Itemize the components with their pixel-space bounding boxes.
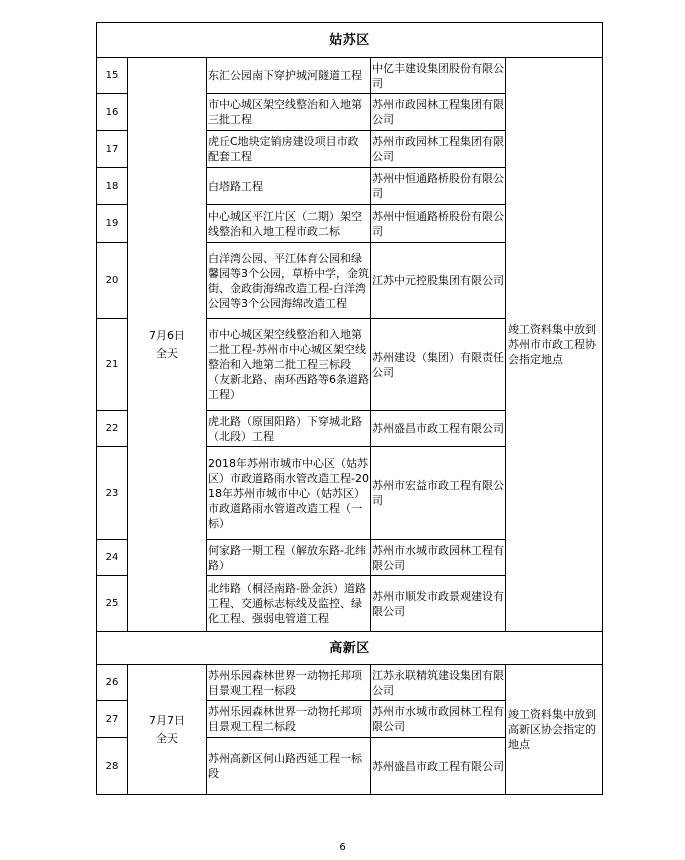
project-name: 虎北路（原国阳路）下穿城北路（北段）工程	[207, 411, 371, 447]
table-row	[97, 58, 603, 94]
schedule-table	[96, 22, 603, 795]
table-row	[97, 665, 603, 701]
date-day: 7月7日	[149, 713, 185, 727]
page-number: 6	[339, 842, 346, 853]
project-name: 白塔路工程	[207, 168, 371, 205]
company-name: 苏州建设（集团）有限责任公司	[371, 319, 506, 411]
project-name: 东汇公园南下穿护城河隧道工程	[207, 58, 371, 94]
company-name: 苏州市水城市政园林工程有限公司	[371, 701, 506, 738]
district-title: 姑苏区	[97, 23, 603, 58]
schedule-sheet	[96, 22, 602, 795]
row-number: 19	[97, 205, 128, 243]
row-number: 15	[97, 58, 128, 94]
row-number: 22	[97, 411, 128, 447]
company-name: 中亿丰建设集团股份有限公司	[371, 58, 506, 94]
schedule-date	[128, 58, 207, 632]
project-name: 苏州乐园森林世界一动物托邦项目景观工程二标段	[207, 701, 371, 738]
schedule-date	[128, 665, 207, 795]
project-name: 市中心城区架空线整治和入地第二批工程-苏州市中心城区架空线整治和入地第二批工程三标段（友新北路、南环西路等6条道路工程）	[207, 319, 371, 411]
project-name: 北纬路（桐泾南路-卧金浜）道路工程、交通标志标线及监控、绿化工程、强弱电管道工程	[207, 576, 371, 632]
row-number: 17	[97, 131, 128, 168]
project-name: 苏州乐园森林世界一动物托邦项目景观工程一标段	[207, 665, 371, 701]
company-name: 苏州盛昌市政工程有限公司	[371, 411, 506, 447]
company-name: 江苏中元控股集团有限公司	[371, 243, 506, 319]
row-number: 27	[97, 701, 128, 738]
row-number: 24	[97, 540, 128, 576]
project-name: 市中心城区架空线整治和入地第三批工程	[207, 94, 371, 131]
row-number: 20	[97, 243, 128, 319]
district-header-row	[97, 632, 603, 665]
row-number: 21	[97, 319, 128, 411]
row-number: 28	[97, 738, 128, 795]
district-header-row	[97, 23, 603, 58]
project-name: 何家路一期工程（解放东路-北纬路）	[207, 540, 371, 576]
date-day: 7月6日	[149, 328, 185, 342]
company-name: 苏州市政园林工程集团有限公司	[371, 94, 506, 131]
row-number: 23	[97, 447, 128, 540]
row-number: 25	[97, 576, 128, 632]
company-name: 苏州市顺发市政景观建设有限公司	[371, 576, 506, 632]
submission-note: 竣工资料集中放到高新区协会指定的地点	[506, 665, 603, 795]
company-name: 江苏永联精筑建设集团有限公司	[371, 665, 506, 701]
project-name: 2018年苏州市城市中心区（姑苏区）市政道路雨水管改造工程-2018年苏州市城市中心（姑苏区）市政道路雨水管道改造工程（一标）	[207, 447, 371, 540]
company-name: 苏州盛昌市政工程有限公司	[371, 738, 506, 795]
company-name: 苏州中恒通路桥股份有限公司	[371, 205, 506, 243]
row-number: 26	[97, 665, 128, 701]
date-time: 全天	[156, 731, 178, 745]
row-number: 16	[97, 94, 128, 131]
company-name: 苏州中恒通路桥股份有限公司	[371, 168, 506, 205]
submission-note: 竣工资料集中放到苏州市市政工程协会指定地点	[506, 58, 603, 632]
project-name: 白洋湾公园、平江体育公园和绿馨园等3个公园，草桥中学，金筑街、金政街海绵改造工程-白洋湾公园等3个公园海绵改造工程	[207, 243, 371, 319]
company-name: 苏州市宏益市政工程有限公司	[371, 447, 506, 540]
district-title: 高新区	[97, 632, 603, 665]
project-name: 虎丘C地块定销房建设项目市政配套工程	[207, 131, 371, 168]
row-number: 18	[97, 168, 128, 205]
company-name: 苏州市水城市政园林工程有限公司	[371, 540, 506, 576]
project-name: 中心城区平江片区（二期）架空线整治和入地工程市政二标	[207, 205, 371, 243]
date-time: 全天	[156, 346, 178, 360]
company-name: 苏州市政园林工程集团有限公司	[371, 131, 506, 168]
project-name: 苏州高新区何山路西延工程一标段	[207, 738, 371, 795]
